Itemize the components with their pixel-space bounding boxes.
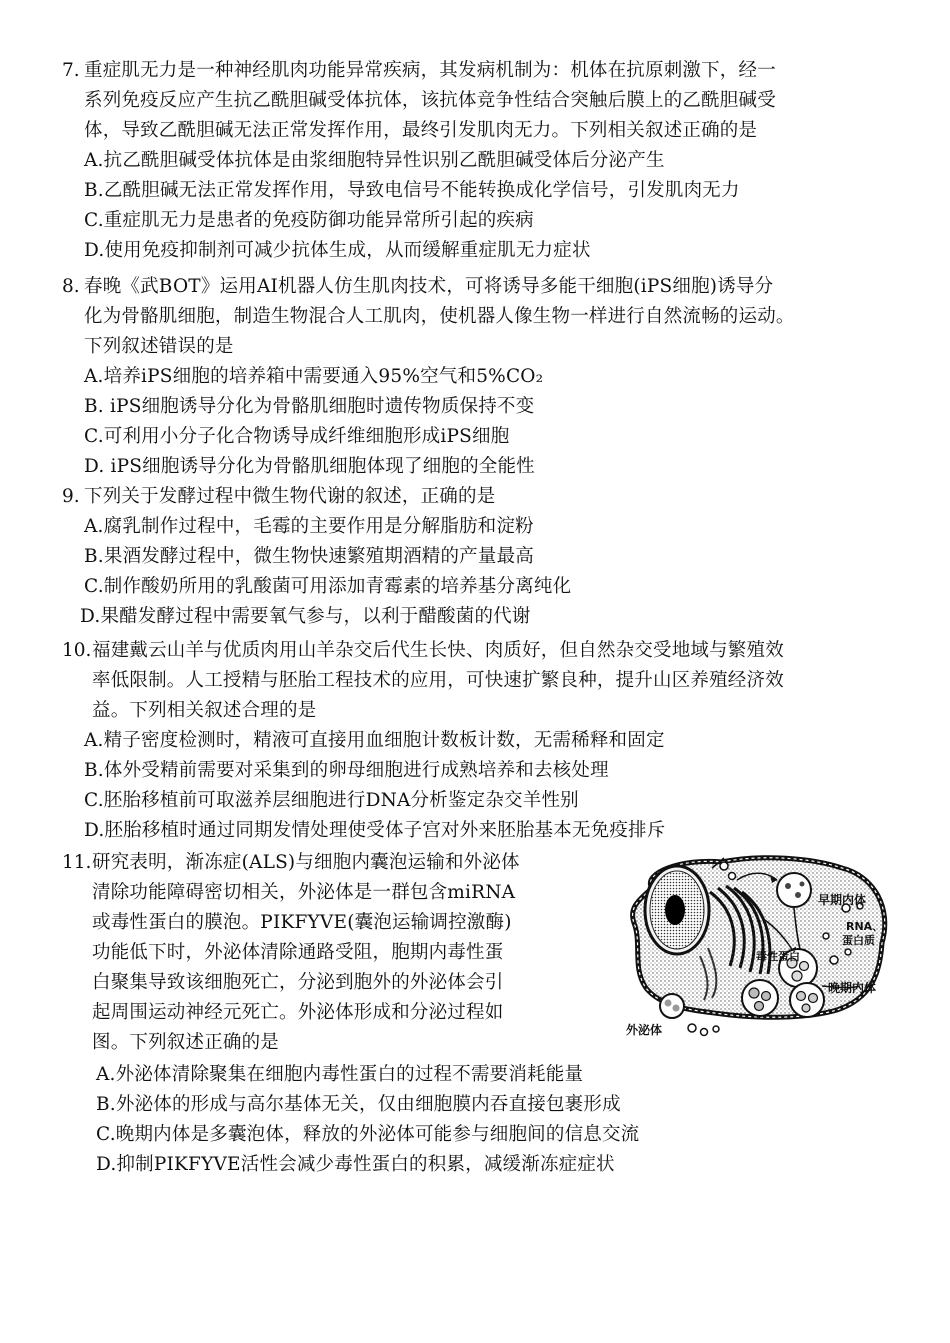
question-7-stem-line-3: 体，导致乙酰胆碱无法正常发挥作用，最终引发肌肉无力。下列相关叙述正确的是 [84,120,758,141]
question-11-stem-line-6: 起周围运动神经元死亡。外泌体形成和分泌过程如 [92,1002,504,1023]
question-10-stem-line-1: 福建戴云山羊与优质肉用山羊杂交后代生长快、肉质好，但自然杂交受地域与繁殖效 [92,640,784,661]
question-7-option-c: C.重症肌无力是患者的免疫防御功能异常所引起的疾病 [84,210,534,231]
question-8-stem-line-3: 下列叙述错误的是 [84,336,234,357]
label-rna: RNA、 [846,920,884,933]
question-8-option-c: C.可利用小分子化合物诱导成纤维细胞形成iPS细胞 [84,426,510,447]
question-10-number: 10. [62,640,92,661]
question-10-stem-line-3: 益。下列相关叙述合理的是 [92,700,317,721]
nucleolus [665,895,685,925]
question-7-number: 7. [62,60,80,81]
question-11-option-d: D.抑制PIKFYVE活性会减少毒性蛋白的积累，减缓渐冻症症状 [96,1154,615,1175]
question-7-option-b: B.乙酰胆碱无法正常发挥作用，导致电信号不能转换成化学信号，引发肌肉无力 [84,180,740,201]
question-11-stem-line-5: 白聚集导致该细胞死亡，分泌到胞外的外泌体会引 [92,972,504,993]
multivesicular-body-2 [790,983,824,1017]
question-8-number: 8. [62,276,80,297]
question-8-stem-line-1: 春晚《武BOT》运用AI机器人仿生肌肉技术，可将诱导多能干细胞(iPS细胞)诱导分 [84,276,774,297]
question-10-option-a: A.精子密度检测时，精液可直接用血细胞计数板计数，无需稀释和固定 [84,730,665,751]
question-11-stem-line-3: 或毒性蛋白的膜泡。PIKFYVE(囊泡运输调控激酶) [92,912,512,933]
question-10-option-c: C.胚胎移植前可取滋养层细胞进行DNA分析鉴定杂交羊性别 [84,790,579,811]
question-8-option-a: A.培养iPS细胞的培养箱中需要通入95%空气和5%CO₂ [84,366,544,387]
question-11-number: 11. [62,852,92,873]
question-7-option-d: D.使用免疫抑制剂可减少抗体生成，从而缓解重症肌无力症状 [84,240,591,261]
question-9-stem-line-1: 下列关于发酵过程中微生物代谢的叙述，正确的是 [84,486,496,507]
multivesicular-body-4 [660,994,684,1018]
question-11-option-a: A.外泌体清除聚集在细胞内毒性蛋白的过程不需要消耗能量 [96,1064,584,1085]
question-10-option-b: B.体外受精前需要对采集到的卵母细胞进行成熟培养和去核处理 [84,760,609,781]
question-10-option-d: D.胚胎移植时通过同期发情处理使受体子宫对外来胚胎基本无免疫排斥 [84,820,666,841]
question-8-option-d: D. iPS细胞诱导分化为骨骼肌细胞体现了细胞的全能性 [84,456,535,477]
question-9-option-b: B.果酒发酵过程中，微生物快速繁殖期酒精的产量最高 [84,546,534,567]
label-exosome: 外泌体 [626,1023,663,1037]
question-9-option-a: A.腐乳制作过程中，毛霉的主要作用是分解脂肪和淀粉 [84,516,534,537]
question-9-number: 9. [62,486,80,507]
early-endosome [777,873,811,907]
question-11-option-c: C.晚期内体是多囊泡体，释放的外泌体可能参与细胞间的信息交流 [96,1124,640,1145]
question-11-stem-line-7: 图。下列叙述正确的是 [92,1032,280,1053]
question-8-stem-line-2: 化为骨骼肌细胞，制造生物混合人工肌肉，使机器人像生物一样进行自然流畅的运动。 [84,306,795,327]
question-10-stem-line-2: 率低限制。人工授精与胚胎工程技术的应用，可快速扩繁良种，提升山区养殖经济效 [92,670,784,691]
multivesicular-body-3 [742,980,778,1016]
question-11-stem-line-4: 功能低下时，外泌体清除通路受阻，胞期内毒性蛋 [92,942,504,963]
label-protein: 蛋白质 [842,934,875,947]
question-11-stem-line-1: 研究表明，渐冻症(ALS)与细胞内囊泡运输和外泌体 [92,852,520,873]
question-9-option-d: D.果醋发酵过程中需要氧气参与，以利于醋酸菌的代谢 [80,606,531,627]
question-11-stem-line-2: 清除功能障碍密切相关，外泌体是一群包含miRNA [92,882,516,903]
question-8-option-b: B. iPS细胞诱导分化为骨骼肌细胞时遗传物质保持不变 [84,396,535,417]
label-early-endosome: 早期内体 [818,893,867,907]
question-11-option-b: B.外泌体的形成与高尔基体无关，仅由细胞膜内吞直接包裹形成 [96,1094,621,1115]
question-9-option-c: C.制作酸奶所用的乳酸菌可用添加青霉素的培养基分离纯化 [84,576,572,597]
question-7-stem-line-1: 重症肌无力是一种神经肌肉功能异常疾病，其发病机制为：机体在抗原刺激下，经一 [84,60,776,81]
question-7-stem-line-2: 系列免疫反应产生抗乙酰胆碱受体抗体，该抗体竞争性结合突触后膜上的乙酰胆碱受 [84,90,776,111]
question-7-option-a: A.抗乙酰胆碱受体抗体是由浆细胞特异性识别乙酰胆碱受体后分泌产生 [84,150,665,171]
exosome-diagram [612,848,907,1040]
released-exosomes [688,1024,719,1036]
label-toxic-protein: 毒性蛋白 [756,950,800,963]
label-late-endosome: 晚期内体 [828,981,877,995]
